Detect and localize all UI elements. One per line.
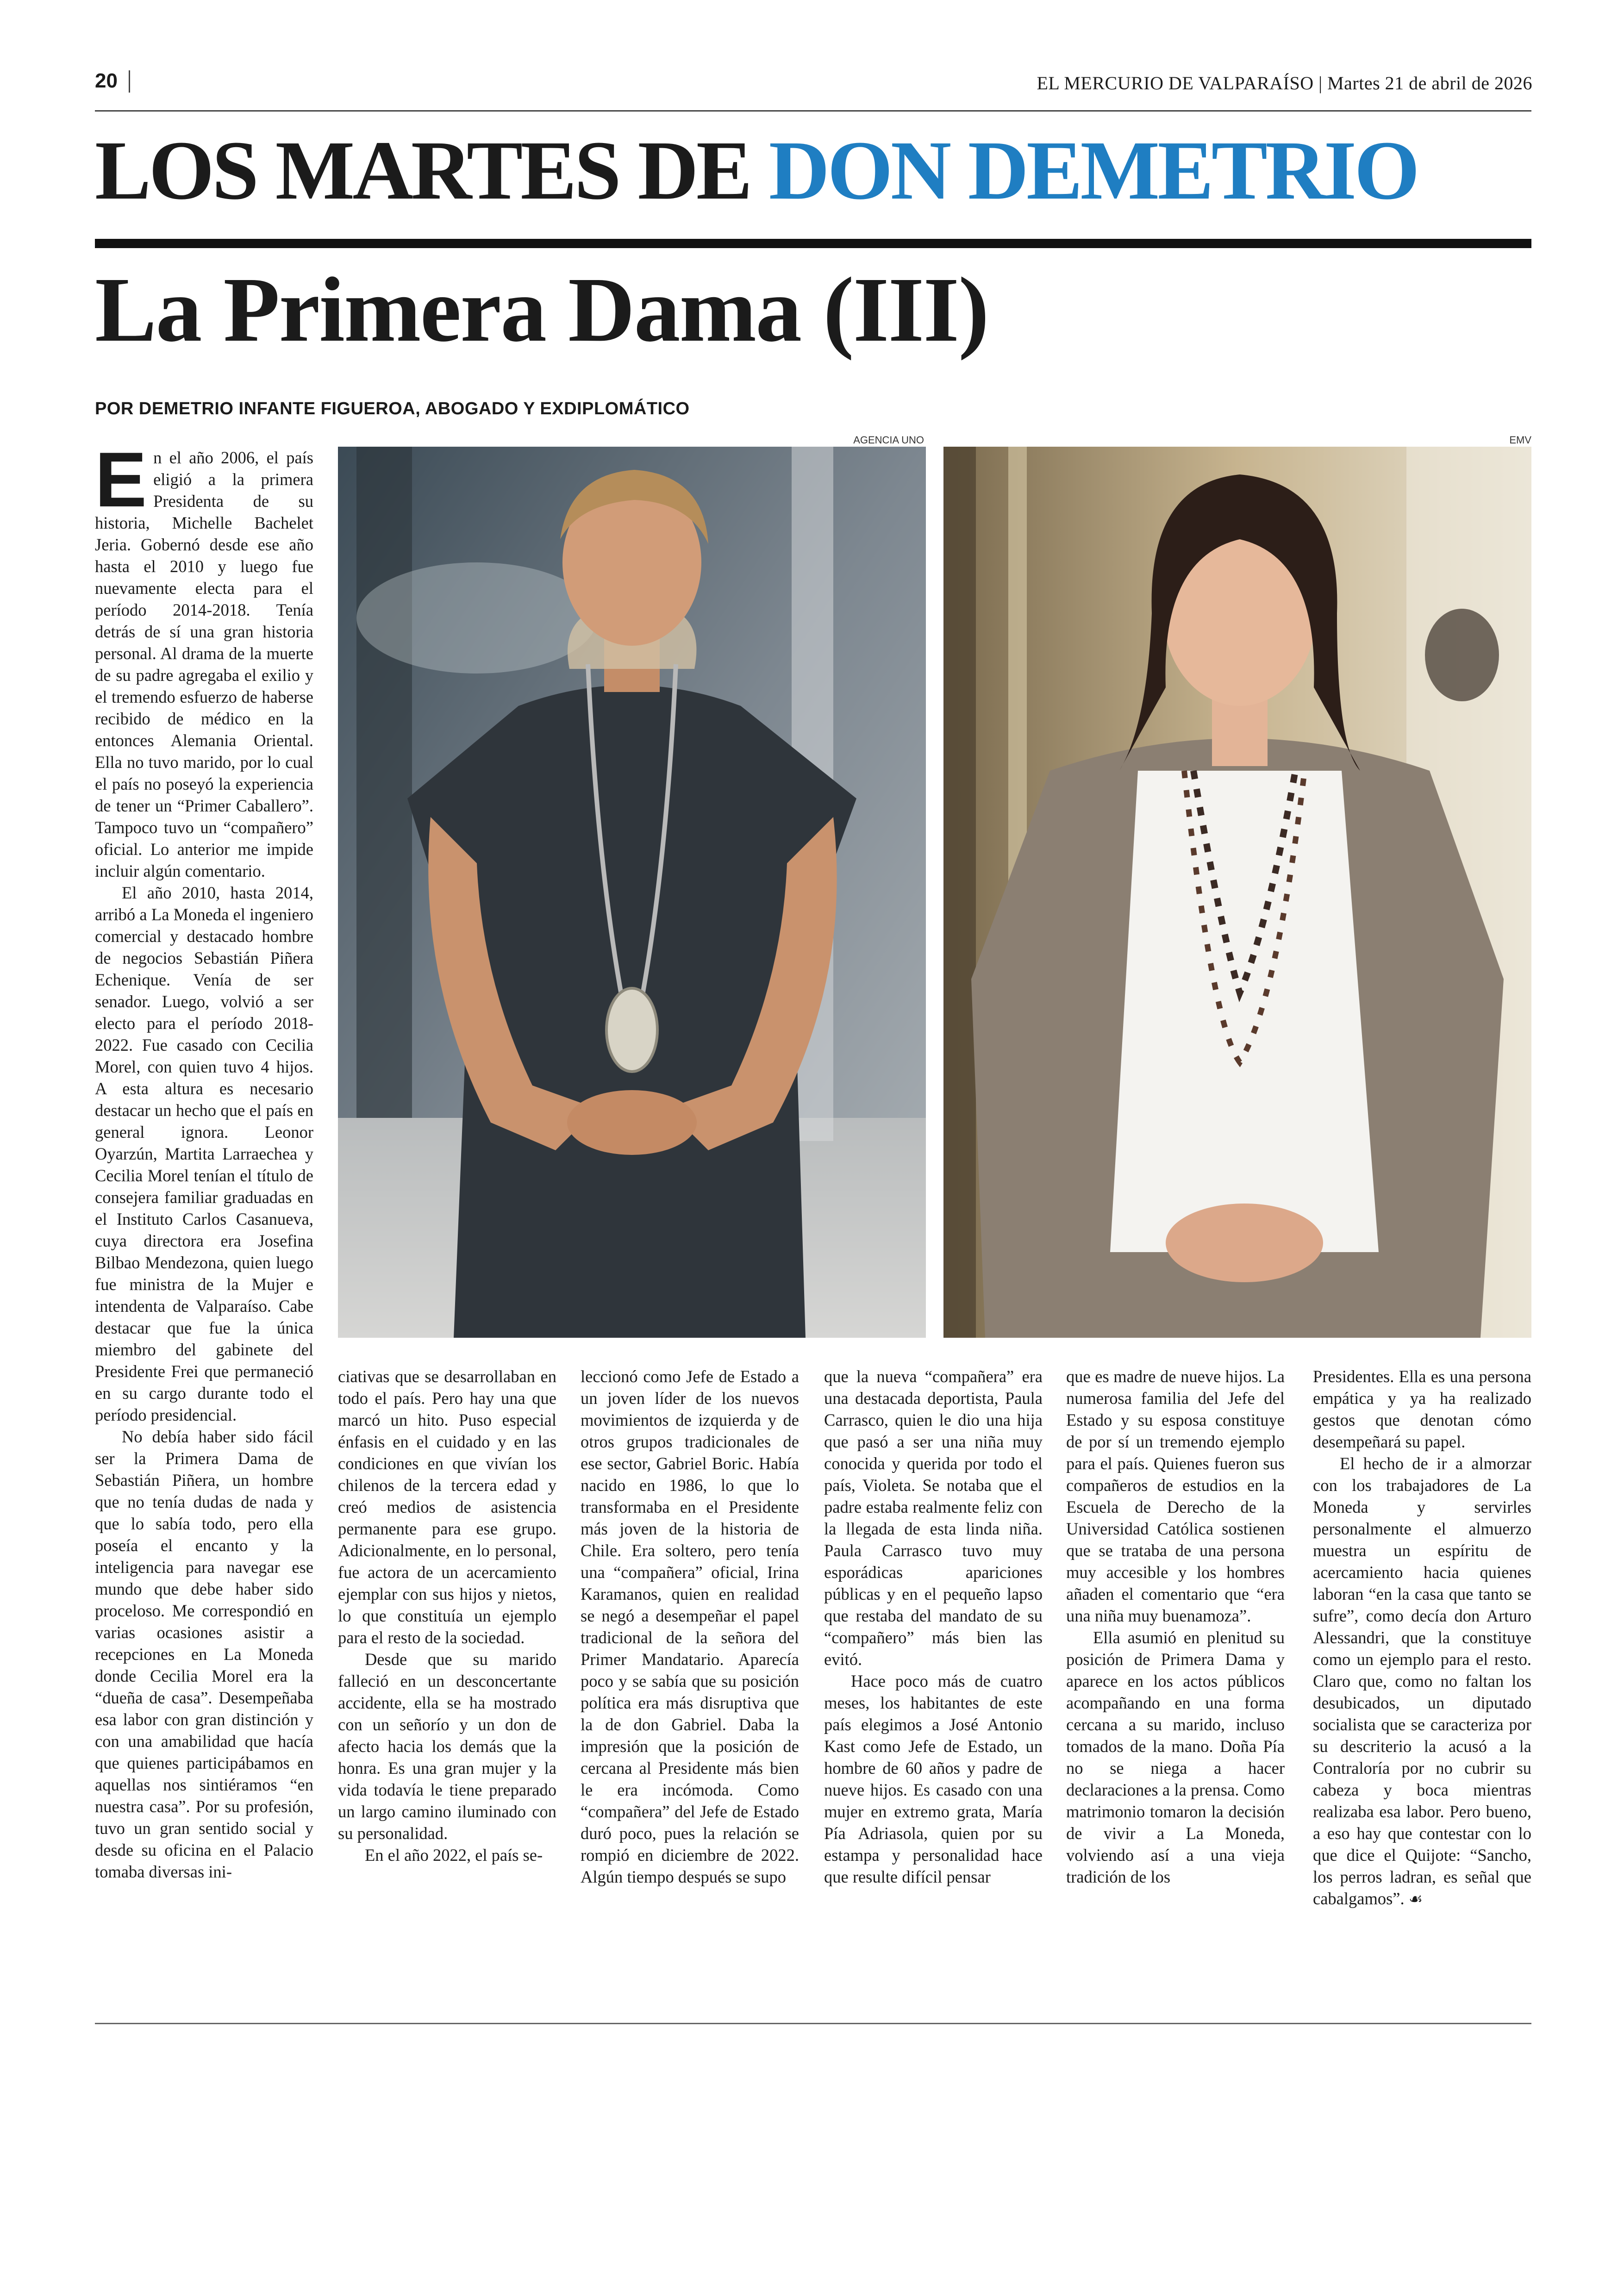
- section-title: [95, 124, 1418, 217]
- paragraph: Ella asumió en plenitud su posición de Primera Dama y aparece en los actos públicos acompañando en una forma cercana a su marido, incluso tomados de la mano. Doña Pía no se niega a hacer declaraciones a la prensa. Como matrimonio tomaron la decisión de vivir a La Moneda, volviendo así a una vieja tradición de los: [1066, 1628, 1285, 1886]
- paragraph: ciativas que se desarrollaban en todo el país. Pero hay una que marcó un hito. Puso especial énfasis en el cuidado y en las condiciones en que vivían los chilenos de la tercera edad y creó medios de asistencia permanente para ese grupo. Adicionalmente, en lo personal, fue actora de un acercamiento ejemplar con sus hijos y nietos, lo que constituía un ejemplo para el resto de la sociedad.: [338, 1367, 556, 1647]
- page-number-divider: [129, 70, 130, 93]
- photo-first-lady-cardigan: [943, 447, 1531, 1338]
- masthead: EL MERCURIO DE VALPARAÍSO | Martes 21 de abril de 2026: [1037, 73, 1532, 94]
- article-column-4: [824, 1366, 1043, 1888]
- paragraph: Hace poco más de cuatro meses, los habitantes de este país elegimos a José Antonio Kast como Jefe de Estado, un hombre de 60 años y padre de nueve hijos. Es casado con una mujer en extremo grata, María Pía Adriasola, quien por su estampa y personalidad hace que resulte difícil pensar: [824, 1671, 1043, 1886]
- drop-cap: E: [95, 436, 147, 523]
- page-number: 20: [95, 69, 118, 92]
- article-column-6: [1313, 1366, 1531, 1910]
- footer-rule: [95, 2023, 1531, 2024]
- paragraph-text: n el año 2006, el país eligió a la primera Presidenta de su historia, Michelle Bachelet Jeria. Gobernó desde ese año hasta el 2010 y luego fue nuevamente electa para el período 2014-2018. Tenía detrás de sí una gran historia personal. Al drama de la muerte de su padre agregaba el exilio y el tremendo esfuerzo de haberse recibido de médico en la entonces Alemania Oriental. Ella no tuvo marido, por lo cual el país no poseyó la experiencia de tener un “Primer Caballero”. Tampoco tuvo un “compañero” oficial. Lo anterior me impide incluir algún comentario.: [95, 448, 313, 880]
- photo-credit-1: AGENCIA UNO: [853, 434, 924, 446]
- paragraph: leccionó como Jefe de Estado a un joven líder de los nuevos movimientos de izquierda y de otros grupos tradicionales de ese sector, Gabriel Boric. Había nacido en 1986, lo que lo transformaba en el Presidente más joven de la historia de Chile. Era soltero, pero tenía una “compañera” oficial, Irina Karamanos, quien en realidad se negó a desempeñar el papel tradicional de la señora del Primer Mandatario. Aparecía poco y se sabía que su posición política era más disruptiva que la de don Gabriel. Daba la impresión que la posición de cercana al Presidente más bien le era incómoda. Como “compañera” del Jefe de Estado duró poco, pues la relación se rompió en diciembre de 2022. Algún tiempo después se supo: [581, 1367, 799, 1886]
- article-column-3: [581, 1366, 799, 1888]
- section-title-black: LOS MARTES DE: [95, 124, 769, 217]
- paragraph: Presidentes. Ella es una persona empática y ya ha realizado gestos que denotan cómo desempeñará su papel.: [1313, 1367, 1531, 1451]
- paragraph: En el año 2022, el país se-: [365, 1846, 543, 1865]
- article-column-5: [1066, 1366, 1285, 1888]
- paragraph: Desde que su marido falleció en un desconcertante accidente, ella se ha mostrado con un señorío y un don de afecto hacia los demás que la honra. Es una gran mujer y la vida todavía le tiene preparado un largo camino iluminado con su personalidad.: [338, 1650, 556, 1843]
- photo-first-lady-dark-dress: [338, 447, 926, 1338]
- headline: La Primera Dama (III): [95, 259, 988, 361]
- paragraph: No debía haber sido fácil ser la Primera Dama de Sebastián Piñera, un hombre que no tenía dudas de nada y que lo sabía todo, pero ella poseía el encanto y la inteligencia para navegar ese mundo que debe haber sido proceloso. Me correspondió en varias ocasiones asistir a recepciones en La Moneda donde Cecilia Morel era la “dueña de casa”. Desempeñaba esa labor con gran distinción y con una amabilidad que hacía que quienes participábamos en aquellas nos sintiéramos “en nuestra casa”. Por su profesión, tuvo un gran sentido social y desde su oficina en el Palacio tomaba diversas ini-: [95, 1427, 313, 1881]
- end-mark-icon: ☙: [1408, 1890, 1423, 1908]
- photo-1-illustration: [338, 447, 926, 1338]
- paragraph: El año 2010, hasta 2014, arribó a La Moneda el ingeniero comercial y destacado hombre de negocios Sebastián Piñera Echenique. Venía de ser senador. Luego, volvió a ser electo para el período 2018-2022. Fue casado con Cecilia Morel, con quien tuvo 4 hijos. A esta altura es necesario destacar un hecho que el país en general ignora. Leonor Oyarzún, Martita Larraechea y Cecilia Morel tenían el título de consejera familiar graduadas en el Instituto Carlos Casanueva, cuya directora era Josefina Bilbao Mendezona, quien luego fue ministra de la Mujer e intendenta de Valparaíso. Cabe destacar que fue la única miembro del gabinete del Presidente Frei que permaneció en su cargo durante todo el período presidencial.: [95, 883, 313, 1424]
- article-column-1: [95, 436, 313, 1883]
- paragraph: [1313, 1453, 1531, 1910]
- paragraph: [95, 436, 313, 882]
- byline: POR DEMETRIO INFANTE FIGUEROA, ABOGADO Y EXDIPLOMÁTICO: [95, 399, 690, 418]
- section-rule: [95, 239, 1531, 248]
- header-rule: [95, 110, 1531, 112]
- article-column-2: [338, 1366, 556, 1866]
- photo-2-illustration: [943, 447, 1531, 1338]
- paragraph: que la nueva “compañera” era una destacada deportista, Paula Carrasco, quien le dio una hija que pasó a ser una niña muy conocida y querida por todo el país, Violeta. Se notaba que el padre estaba realmente feliz con la llegada de esta linda niña. Paula Carrasco tuvo muy esporádicas apariciones públicas y en el pequeño lapso que restaba del mandato de su “compañero” más bien las evitó.: [824, 1367, 1043, 1669]
- section-title-blue: DON DEMETRIO: [768, 124, 1418, 217]
- paragraph-text: El hecho de ir a almorzar con los trabajadores de La Moneda y servirles personalmente el almuerzo muestra un espíritu de acercamiento hacia quienes laboran “en la casa que tanto se sufre”, como decía don Arturo Alessandri, que la constituye como un ejemplo para el resto. Claro que, como no faltan los desubicados, un diputado socialista que se caracteriza por su descriterio la acusó a la Contraloría por no cubrir su cabeza y boca mientras realizaba esa labor. Pero bueno, a eso hay que contestar con lo que dice el Quijote: “Sancho, los perros ladran, es señal que cabalgamos”.: [1313, 1454, 1531, 1908]
- paragraph: que es madre de nueve hijos. La numerosa familia del Jefe del Estado y su esposa constituye de por sí un tremendo ejemplo para el país. Quienes fueron sus compañeros de estudios en la Escuela de Derecho de la Universidad Católica sostienen que se trataba de una persona muy accesible y los hombres añaden el comentario que “era una niña muy buenamoza”.: [1066, 1367, 1285, 1625]
- photo-credit-2: EMV: [1509, 434, 1531, 446]
